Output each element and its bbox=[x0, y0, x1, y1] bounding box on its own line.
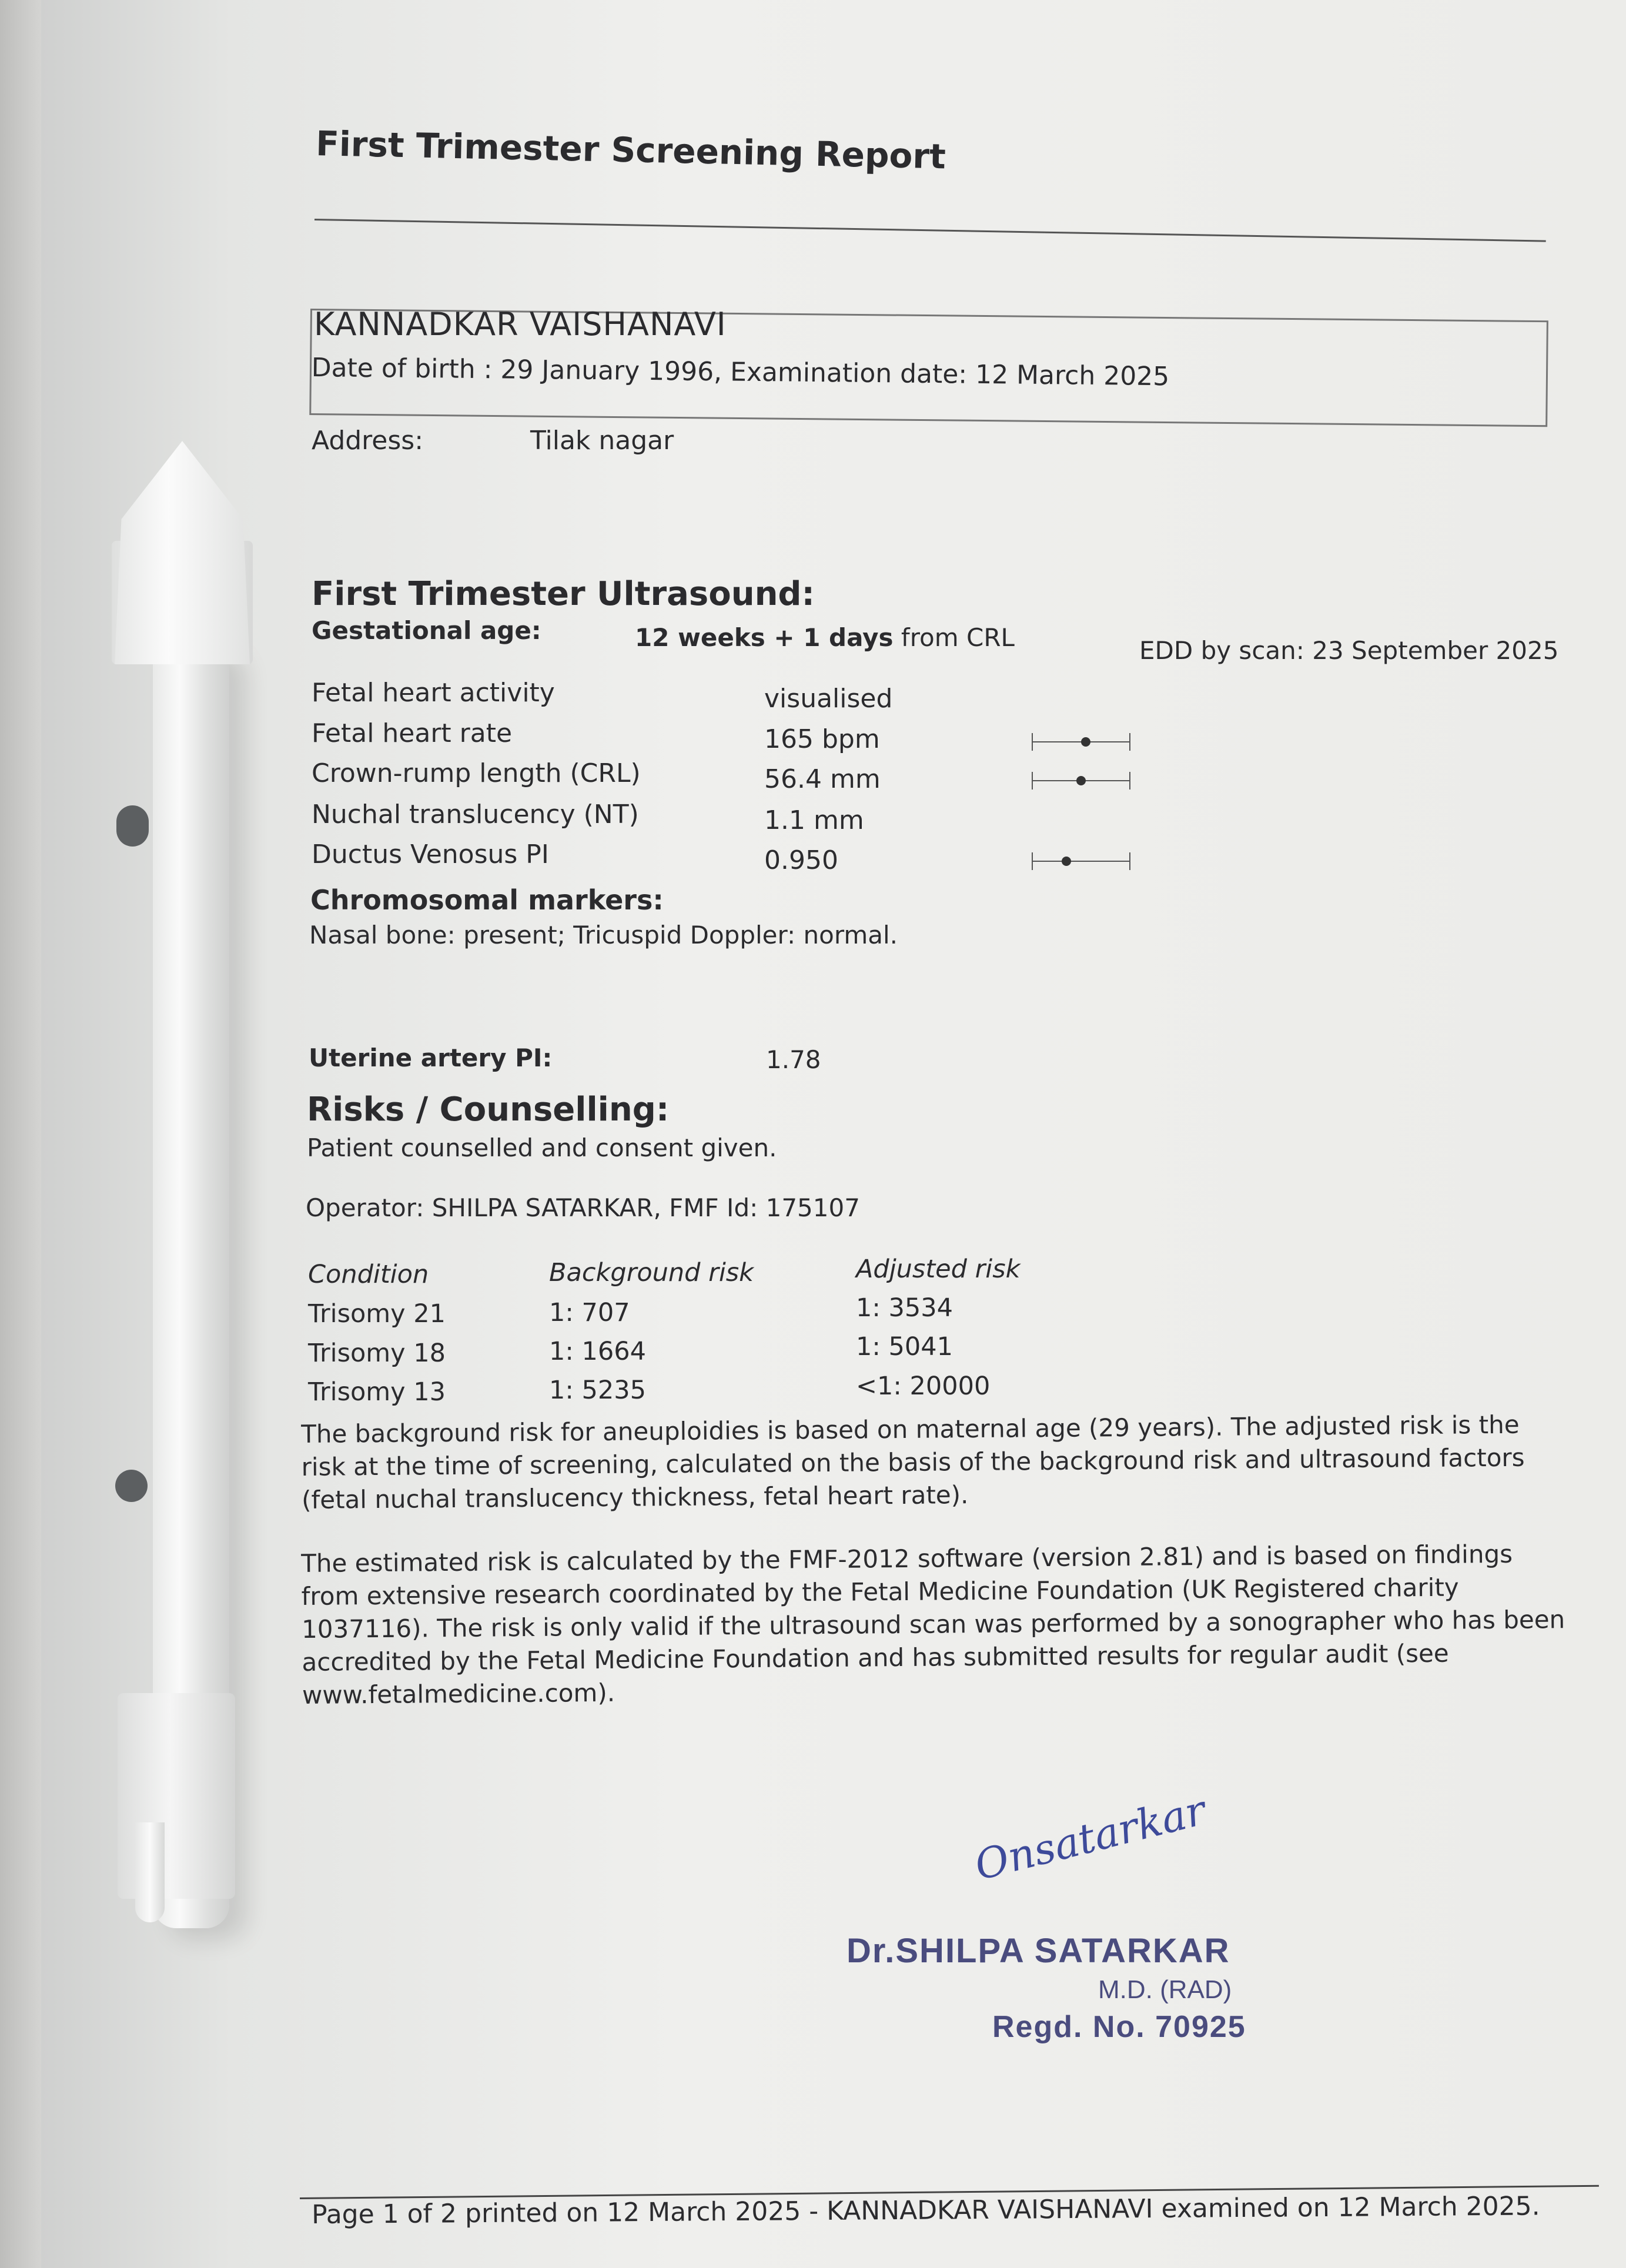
scale-marker bbox=[1076, 776, 1086, 785]
table-header-background: Background risk bbox=[549, 1258, 754, 1287]
table-cell: 1: 707 bbox=[549, 1298, 630, 1327]
stamp-registration: Regd. No. 70925 bbox=[992, 2010, 1246, 2044]
measurement-label: Fetal heart rate bbox=[312, 718, 513, 748]
scale-marker bbox=[1081, 737, 1090, 747]
risks-heading: Risks / Counselling: bbox=[307, 1090, 670, 1129]
reference-scale-crl bbox=[1032, 772, 1130, 790]
edd-by-scan: EDD by scan: 23 September 2025 bbox=[1139, 636, 1559, 665]
ultrasound-heading: First Trimester Ultrasound: bbox=[312, 575, 815, 613]
table-cell: <1: 20000 bbox=[856, 1371, 991, 1401]
table-cell: Trisomy 18 bbox=[308, 1339, 446, 1368]
address-label: Address: bbox=[312, 426, 424, 456]
measurement-label: Ductus Venosus PI bbox=[312, 839, 549, 869]
table-cell: 1: 5041 bbox=[856, 1332, 953, 1362]
handwritten-signature: Onsatarkar bbox=[970, 1785, 1211, 1890]
uterine-artery-label: Uterine artery PI: bbox=[309, 1043, 553, 1072]
measurement-value: 1.1 mm bbox=[764, 805, 864, 835]
dob-exam-line: Date of birth : 29 January 1996, Examination date: 12 March 2025 bbox=[311, 353, 1170, 392]
gestational-age-suffix: from CRL bbox=[901, 623, 1015, 652]
fmf-disclaimer-paragraph: The estimated risk is calculated by the FMF-2012 software (version 2.81) and is based on findings from extensive research coordinated by the Fetal Medicine Foundation (UK Registered charity 1037116). The risk is only valid if the ultrasound scan was performed by a sonographer who has been accredited by the Fetal Medicine Foundation and has submitted results for regular audit (see www.fetalmedicine.com). bbox=[301, 1539, 1565, 1710]
measurement-value: 0.950 bbox=[764, 845, 838, 875]
gestational-age-label: Gestational age: bbox=[312, 616, 541, 645]
table-cell: Trisomy 21 bbox=[308, 1299, 446, 1329]
counselling-text: Patient counselled and consent given. bbox=[307, 1133, 777, 1162]
table-cell: Trisomy 13 bbox=[308, 1377, 446, 1407]
measurement-label: Nuchal translucency (NT) bbox=[312, 800, 639, 829]
uterine-artery-value: 1.78 bbox=[766, 1045, 821, 1074]
title-divider bbox=[315, 219, 1546, 242]
page-footer: Page 1 of 2 printed on 12 March 2025 - KANNADKAR VAISHANAVI examined on 12 March 2025. bbox=[312, 2191, 1540, 2230]
patient-name: KANNADKAR VAISHANAVI bbox=[314, 306, 727, 343]
reference-scale-dv-pi bbox=[1032, 852, 1130, 870]
stamp-doctor-name: Dr.SHILPA SATARKAR bbox=[847, 1932, 1230, 1970]
gestational-age-value bbox=[635, 623, 1015, 652]
background-risk-paragraph: The background risk for aneuploidies is based on maternal age (29 years). The adjusted risk is the risk at the time of screening, calculated on the basis of the background risk and ultrasound factors (fetal nuchal translucency thickness, fetal heart rate). bbox=[301, 1410, 1525, 1514]
table-header-adjusted: Adjusted risk bbox=[856, 1255, 1021, 1284]
table-cell: 1: 3534 bbox=[856, 1293, 953, 1323]
gestational-age-weeks: 12 weeks + 1 days bbox=[635, 623, 894, 652]
report-title: First Trimester Screening Report bbox=[315, 123, 946, 177]
measurement-value: visualised bbox=[764, 684, 893, 714]
report-page bbox=[41, 0, 1626, 2268]
operator-line: Operator: SHILPA SATARKAR, FMF Id: 175107 bbox=[306, 1193, 860, 1222]
pipette-hole bbox=[116, 805, 149, 847]
chromosomal-text: Nasal bone: present; Tricuspid Doppler: normal. bbox=[309, 921, 898, 949]
measurement-value: 56.4 mm bbox=[764, 764, 881, 794]
measurement-label: Crown-rump length (CRL) bbox=[312, 758, 641, 788]
stamp-degree: M.D. (RAD) bbox=[1098, 1975, 1232, 2004]
measurement-value: 165 bpm bbox=[764, 724, 880, 754]
pipette-tip bbox=[135, 1822, 165, 1922]
chromosomal-heading: Chromosomal markers: bbox=[310, 884, 664, 916]
address-value: Tilak nagar bbox=[530, 426, 674, 456]
measurement-label: Fetal heart activity bbox=[312, 678, 555, 708]
table-cell: 1: 1664 bbox=[549, 1337, 646, 1366]
reference-scale-heart-rate bbox=[1032, 733, 1130, 751]
table-cell: 1: 5235 bbox=[549, 1376, 646, 1405]
scale-marker bbox=[1062, 857, 1071, 866]
table-header-condition: Condition bbox=[308, 1260, 429, 1289]
page-edge-shadow bbox=[0, 0, 41, 2268]
pipette-hole bbox=[115, 1470, 148, 1502]
pipette-cap bbox=[115, 441, 250, 664]
